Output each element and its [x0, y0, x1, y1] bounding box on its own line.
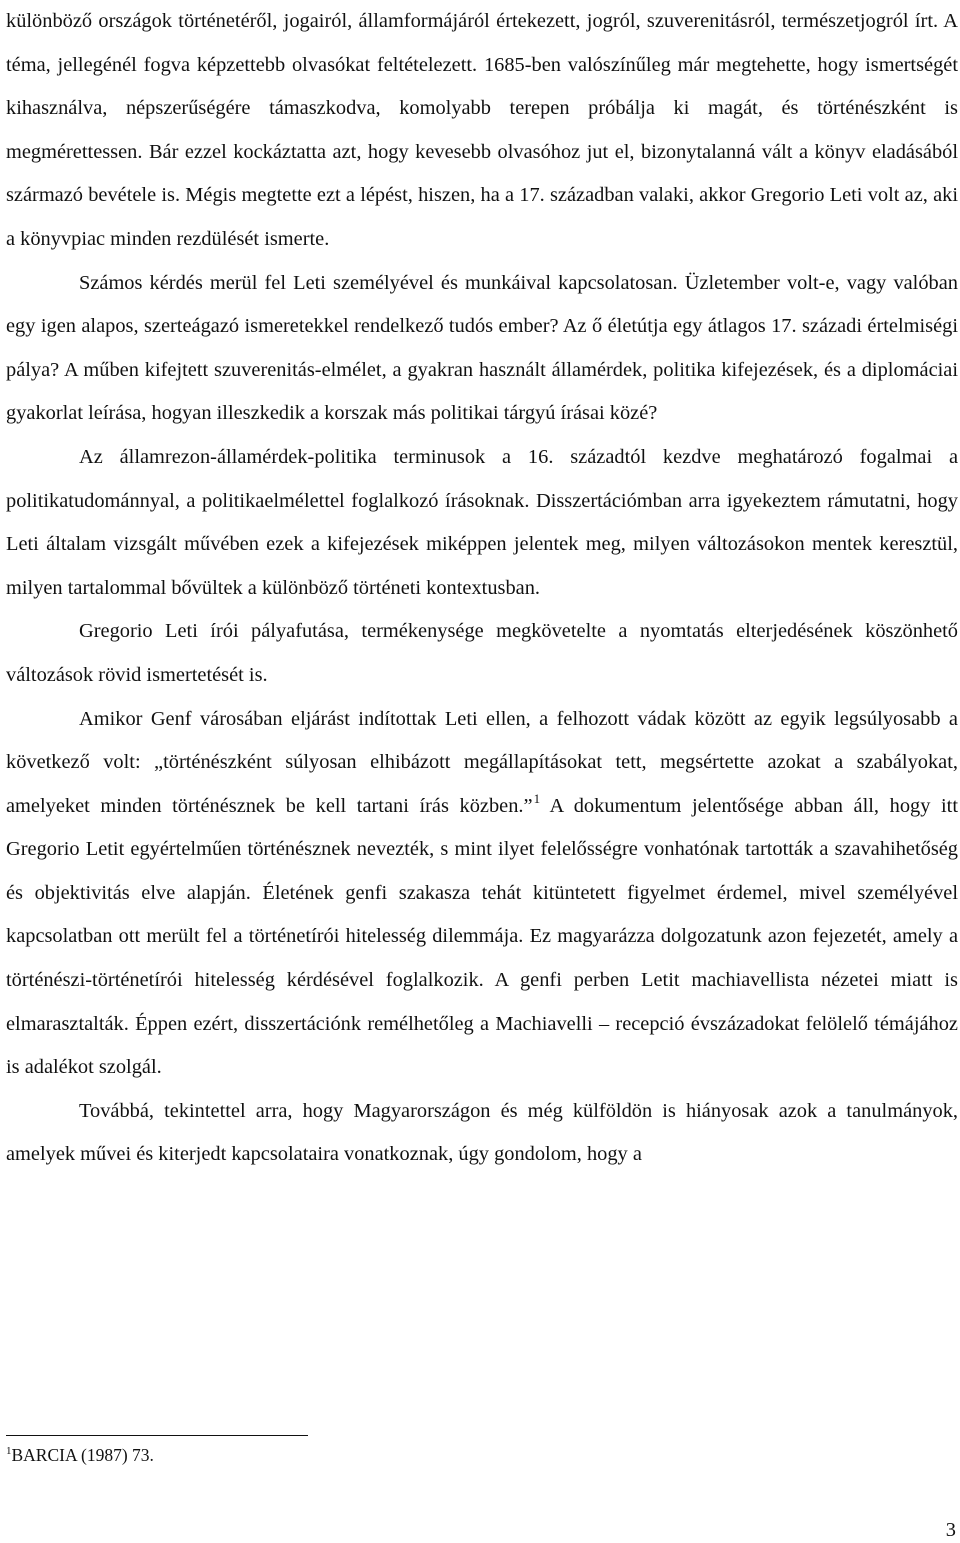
body-text	[6, 0, 958, 1177]
paragraph: Számos kérdés merül fel Leti személyével és munkáival kapcsolatosan. Üzletember volt-e, vagy valóban egy igen alapos, szerteágazó ismeretekkel rendelkező tudós ember? Az ő életútja egy átlagos 17. századi értelmiségi pálya? A műben kifejtett szuverenitás-elmélet, a gyakran használt államérdek, politika kifejezések, és a diplomáciai gyakorlat leírása, hogyan illeszkedik a korszak más politikai tárgyú írásai közé?	[6, 271, 958, 425]
paragraph: Gregorio Leti írói pályafutása, termékenysége megkövetelte a nyomtatás elterjedésének köszönhető változások rövid ismertetését is.	[6, 620, 958, 686]
footnote-text: BARCIA (1987) 73.	[11, 1445, 154, 1465]
paragraph-text: Amikor Genf városában eljárást indítottak Leti ellen, a felhozott vádak között az egyik legsúlyosabb a következő volt: „történészként súlyosan elhibázott megállapításokat tett, megsértette azokat a szabályokat, amelyeket minden történésznek be kell tartani írás közben.”	[6, 707, 958, 817]
paragraph-with-footnote	[6, 698, 958, 1090]
paragraph: Továbbá, tekintettel arra, hogy Magyarországon és még külföldön is hiányosak azok a tanulmányok, amelyek művei és kiterjedt kapcsolataira vonatkoznak, úgy gondolom, hogy a	[6, 1099, 958, 1166]
paragraph-text: A dokumentum jelentősége abban áll, hogy itt Gregorio Letit egyértelműen történésznek nevezték, s mint ilyet felelősségre vonhatónak tartották a szavahihetőség és objektivitás elve alapján. Életének genfi szakasza tehát kitüntetett figyelmet érdemel, mivel személyével kapcsolatban ott merült fel a történetírói hitelesség dilemmája. Ez magyarázza dolgozatunk azon fejezetét, amely a történészi-történetírói hitelesség kérdésével foglalkozik. A genfi perben Letit machiavellista nézetei miatt is elmarasztalták. Éppen ezért, disszertációnk remélhetőleg a Machiavelli – recepció évszázadokat felölelő témájához is adalékot szolgál.	[6, 794, 958, 1079]
page-number: 3	[945, 1519, 956, 1541]
footnote	[6, 1443, 154, 1467]
footnote-reference[interactable]: 1	[533, 790, 541, 806]
paragraph: különböző országok történetéről, jogairól, államformájáról értekezett, jogról, szuverenitásról, természetjogról írt. A téma, jellegénél fogva képzettebb olvasókat feltételezett. 1685-ben valószínűleg már megtehette, hogy ismertségét kihasználva, népszerűségére támaszkodva, komolyabb terepen próbálja ki magát, és történészként is megmérettessen. Bár ezzel kockáztatta azt, hogy kevesebb olvasóhoz jut el, bizonytalanná vált a könyv eladásából származó bevétele is. Mégis megtette ezt a lépést, hiszen, ha a 17. században valaki, akkor Gregorio Leti volt az, aki a könyvpiac minden rezdülését ismerte.	[6, 10, 958, 250]
paragraph: Az államrezon-államérdek-politika terminusok a 16. századtól kezdve meghatározó fogalmai a politikatudománnyal, a politikaelmélettel foglalkozó írásoknak. Disszertációmban arra igyekeztem rámutatni, hogy Leti általam vizsgált művében ezek a kifejezések miképpen jelentek meg, milyen változásokon mentek keresztül, milyen tartalommal bővültek a különböző történeti kontextusban.	[6, 445, 958, 599]
footnote-separator	[6, 1435, 308, 1436]
footnote-number: 1	[6, 1445, 12, 1457]
